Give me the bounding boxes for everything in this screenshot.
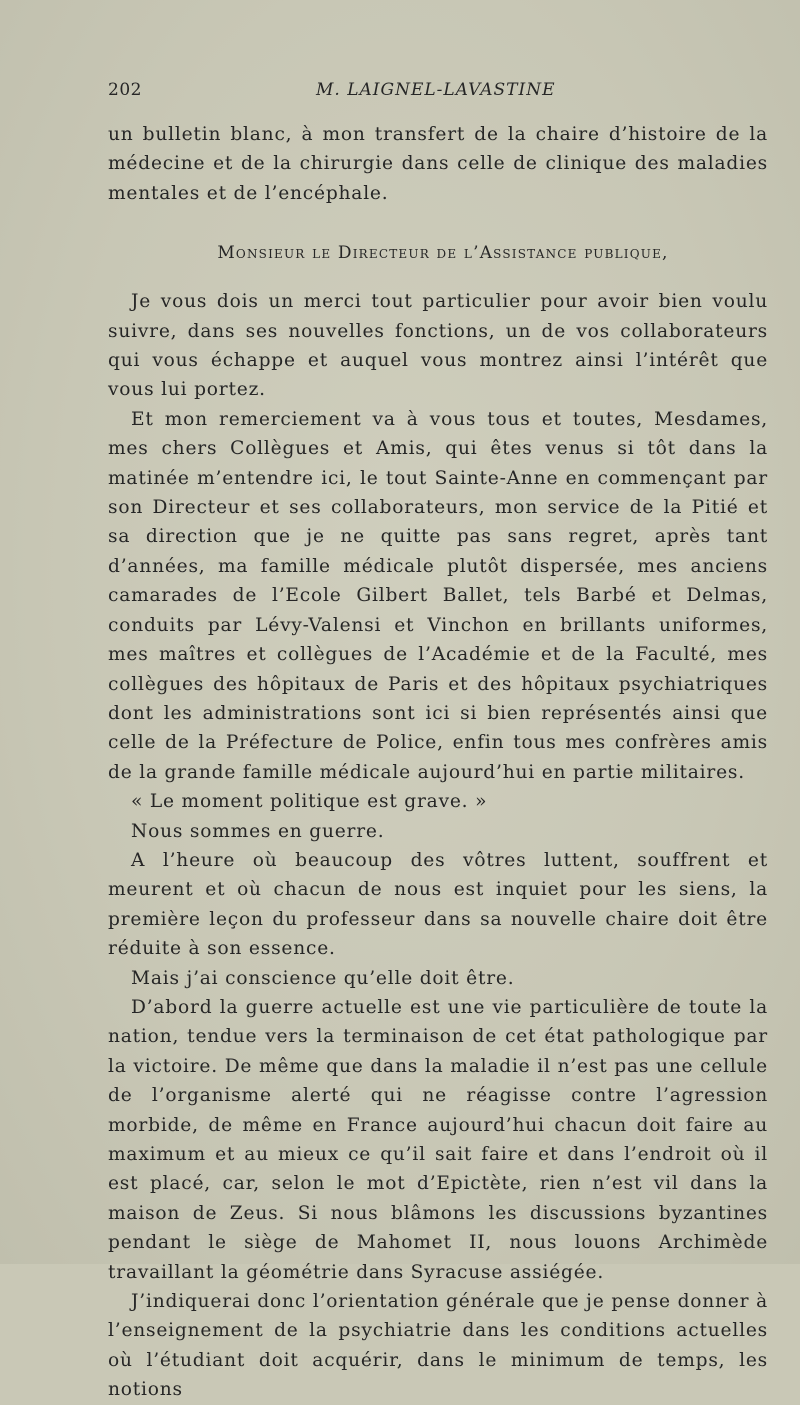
running-head-author: M. LAIGNEL-LAVASTINE bbox=[316, 80, 556, 100]
paragraph: D’abord la guerre actuelle est une vie particulière de toute la nation, tendue vers la terminaison de cet état pathologique par la victoire. De même que dans la maladie il n’est pas une cellule de l’organisme alerté qui ne réagisse contre l’agression morbide, de même en France aujourd’hui chacun doit faire au maximum et au mieux ce qu’il sait faire et dans l’endroit où il est placé, car, selon le mot d’Epictète, rien n’est vil dans la maison de Zeus. Si nous blâmons les discussions byzantines pendant le siège de Mahomet II, nous louons Archimède travaillant la géométrie dans Syracuse assiégée. bbox=[108, 996, 768, 1283]
paragraph: Et mon remerciement va à vous tous et toutes, Mesdames, mes chers Collègues et Amis, qui êtes venus si tôt dans la matinée m’entendre ici, le tout Sainte-Anne en commençant par son Directeur et ses collaborateurs, mon service de la Pitié et sa direction que je ne quitte pas sans regret, après tant d’années, ma famille médicale plutôt dispersée, mes anciens camarades de l’Ecole Gilbert Ballet, tels Barbé et Delmas, conduits par Lévy-Valensi et Vinchon en brillants uniformes, mes maîtres et collègues de l’Académie et de la Faculté, mes collègues des hôpitaux de Paris et des hôpitaux psychiatriques dont les administrations sont ici si bien représentés ainsi que celle de la Préfecture de Police, enfin tous mes confrères amis de la grande famille médicale aujourd’hui en partie militaires. bbox=[108, 408, 768, 783]
salutation-heading: Monsieur le Directeur de l’Assistance publique, bbox=[217, 243, 669, 264]
paragraph: « Le moment politique est grave. » bbox=[131, 791, 488, 813]
paragraph: Je vous dois un merci tout particulier pour avoir bien voulu suivre, dans ses nouvelles fonctions, un de vos collaborateurs qui vous échappe et auquel vous montrez ainsi l’intérêt que vous lui portez. bbox=[108, 291, 768, 401]
paragraph: J’indiquerai donc l’orientation générale que je pense donner à l’enseignement de la psychiatrie dans les conditions actuelles où l’étudiant doit acquérir, dans le minimum de temps, les notions bbox=[108, 1291, 768, 1401]
paragraph: Mais j’ai conscience qu’elle doit être. bbox=[131, 967, 515, 989]
opening-paragraph: un bulletin blanc, à mon transfert de la chaire d’histoire de la médecine et de la chirurgie dans celle de clinique des maladies mentales et de l’encéphale. bbox=[108, 124, 768, 204]
paragraph: A l’heure où beaucoup des vôtres luttent, souffrent et meurent et où chacun de nous est inquiet pour les siens, la première leçon du professeur dans sa nouvelle chaire doit être réduite à son essence. bbox=[108, 849, 768, 960]
running-head bbox=[108, 80, 768, 104]
paragraph: Nous sommes en guerre. bbox=[131, 820, 385, 842]
page-number: 202 bbox=[108, 80, 142, 100]
body-text bbox=[108, 120, 768, 1405]
